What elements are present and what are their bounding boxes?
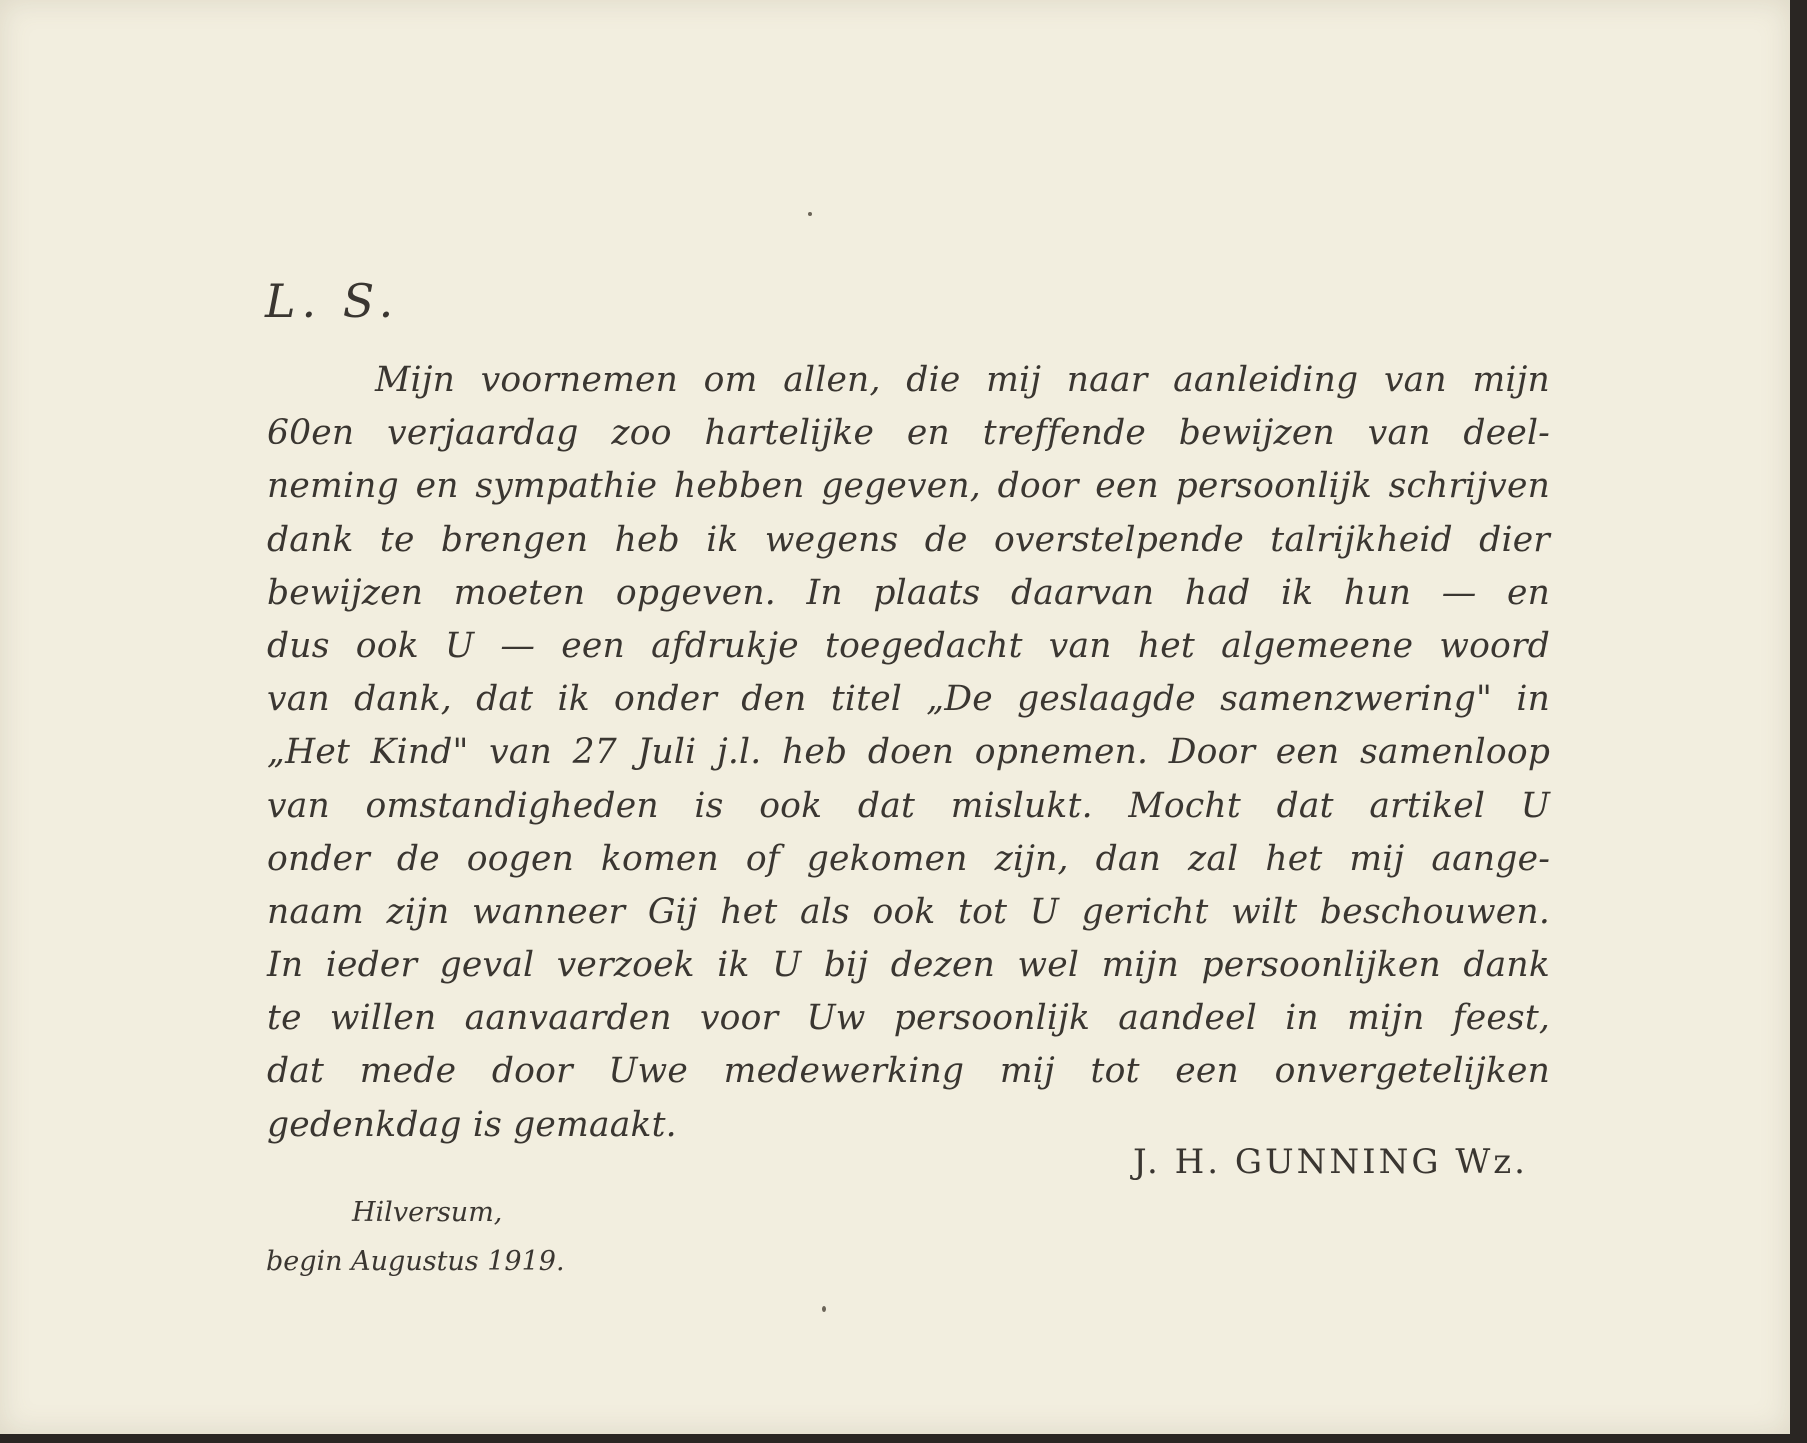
body-line: van dank, dat ik onder den titel „De geslaagde samenzwering" in (267, 679, 1551, 720)
body-line: Mijn voornemen om allen, die mij naar aanleiding van mijn (375, 360, 1550, 400)
salutation: L. S. (265, 274, 400, 328)
paper-speck (808, 212, 812, 216)
body-line: naam zijn wanneer Gij het als ook tot U gericht wilt beschouwen. (267, 891, 1550, 932)
body-line: bewijzen moeten opgeven. In plaats daarvan had ik hun — en (267, 572, 1551, 613)
date-line: begin Augustus 1919. (266, 1246, 565, 1277)
place-line: Hilversum, (352, 1197, 503, 1228)
body-line: te willen aanvaarden voor Uw persoonlijk aandeel in mijn feest, (267, 998, 1551, 1039)
body-line: dus ook U — een afdrukje toegedacht van het algemeene woord (267, 625, 1551, 666)
body-line: van omstandigheden is ook dat mislukt. Mocht dat artikel U (267, 785, 1551, 826)
background-edge (1790, 0, 1807, 1443)
body-line: gedenkdag is gemaakt. (267, 1104, 677, 1145)
body-line: dat mede door Uwe medewerking mij tot een onvergetelijken (267, 1051, 1551, 1092)
body-line: dank te brengen heb ik wegens de overstelpende talrijkheid dier (267, 519, 1550, 560)
body-line: „Het Kind" van 27 Juli j.l. heb doen opnemen. Door een samenloop (267, 732, 1551, 773)
body-line: 60en verjaardag zoo hartelijke en treffende bewijzen van deel- (267, 413, 1551, 454)
body-line: In ieder geval verzoek ik U bij dezen wel mijn persoonlijken dank (267, 945, 1550, 986)
background-edge (0, 1434, 1807, 1443)
body-line: onder de oogen komen of gekomen zijn, dan zal het mij aange- (267, 838, 1551, 879)
letter-body (267, 354, 1550, 1152)
paper-speck (822, 1306, 826, 1312)
signature: J. H. GUNNING Wz. (1132, 1142, 1528, 1182)
body-line: neming en sympathie hebben gegeven, door een persoonlijk schrijven (267, 466, 1551, 507)
